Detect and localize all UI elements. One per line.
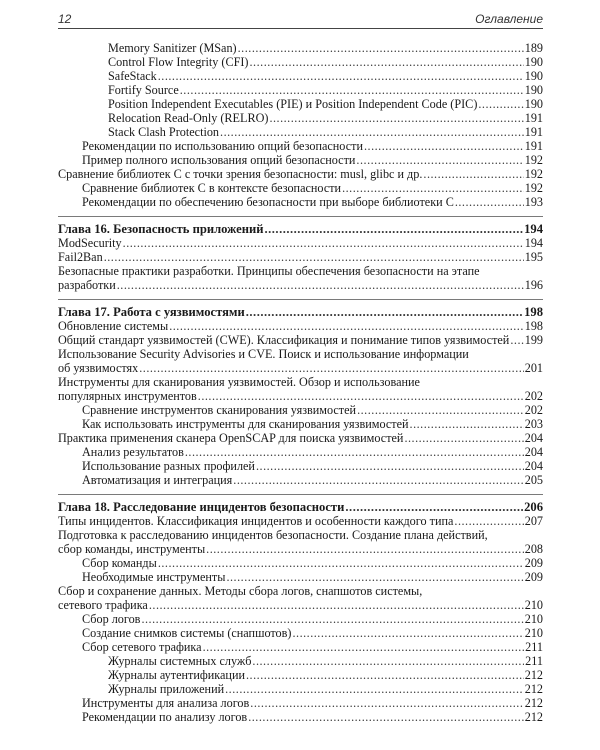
toc-entry-title: Глава 16. Безопасность приложений: [58, 222, 264, 236]
toc-entry-title: Fail2Ban: [58, 250, 103, 264]
dot-leader: [233, 473, 523, 487]
toc-page-number: 203: [524, 417, 543, 431]
toc-entry-title: Сравнение инструментов сканирования уязвимостей: [82, 403, 357, 417]
toc-page-number: 198: [524, 305, 543, 319]
toc-page-number: 194: [524, 236, 543, 250]
toc-entry-title: Stack Clash Protection: [108, 125, 220, 139]
toc-entry[interactable]: [58, 167, 543, 181]
toc-page-number: 204: [524, 431, 543, 445]
dot-leader: [454, 514, 523, 528]
dot-leader: [246, 668, 524, 682]
toc-entry-title: Журналы системных служб: [108, 654, 252, 668]
toc-page-number: 193: [524, 195, 543, 209]
toc-page-number: 189: [524, 41, 543, 55]
dot-leader: [158, 69, 524, 83]
toc-page-number: 211: [525, 640, 543, 654]
dot-leader: [206, 542, 524, 556]
toc-entry[interactable]: [58, 682, 543, 696]
toc-page-number: 191: [524, 125, 543, 139]
toc-entry-title: Глава 17. Работа с уязвимостями: [58, 305, 245, 319]
toc-entry-title: Сравнение библиотек C с точки зрения безопасности: musl, glibc и др.: [58, 167, 423, 181]
dot-leader: [342, 181, 524, 195]
dot-leader: [423, 167, 523, 181]
toc-page-number: 212: [524, 682, 543, 696]
toc-entry[interactable]: [58, 333, 543, 347]
toc-entry[interactable]: [58, 514, 543, 528]
toc-page-number: 212: [524, 696, 543, 710]
toc-entry[interactable]: [58, 153, 543, 167]
dot-leader: [250, 696, 523, 710]
toc-chapter-entry[interactable]: [58, 222, 543, 236]
toc-entry-title: Control Flow Integrity (CFI): [108, 55, 249, 69]
toc-page-number: 190: [524, 69, 543, 83]
toc-entry-title: Анализ результатов: [82, 445, 184, 459]
dot-leader: [478, 97, 523, 111]
toc-entry[interactable]: [58, 570, 543, 584]
dot-leader: [139, 361, 524, 375]
toc-page-number: 210: [524, 626, 543, 640]
toc-page-number: 210: [524, 612, 543, 626]
dot-leader: [356, 153, 523, 167]
toc-chapter-entry[interactable]: [58, 500, 543, 514]
dot-leader: [510, 333, 523, 347]
dot-leader: [264, 222, 523, 236]
toc-entry-title: Position Independent Executables (PIE) и Position Independent Code (PIC): [108, 97, 478, 111]
toc-entry-title: Сравнение библиотек C в контексте безопасности: [82, 181, 342, 195]
toc-page-number: 191: [524, 139, 543, 153]
toc-entry-title: Необходимые инструменты: [82, 570, 226, 584]
toc-entry-title: Relocation Read-Only (RELRO): [108, 111, 269, 125]
dot-leader: [410, 417, 524, 431]
toc-page-number: 204: [524, 445, 543, 459]
chapter-separator: [58, 216, 543, 217]
toc-entry[interactable]: [58, 181, 543, 195]
toc-entry-title: сбор команды, инструменты: [58, 542, 206, 556]
toc-chapter-entry[interactable]: [58, 305, 543, 319]
toc-entry[interactable]: [58, 668, 543, 682]
dot-leader: [226, 570, 523, 584]
toc-page-number: 208: [524, 542, 543, 556]
toc-entry[interactable]: [58, 696, 543, 710]
toc-entry-title: Рекомендации по анализу логов: [82, 710, 248, 724]
toc-page-number: 211: [525, 654, 543, 668]
toc-page-number: 209: [524, 570, 543, 584]
toc-entry[interactable]: [58, 640, 543, 654]
toc-page-number: 192: [524, 153, 543, 167]
dot-leader: [238, 41, 524, 55]
toc-page-number: 212: [524, 668, 543, 682]
toc-entry-title-line: Инструменты для сканирования уязвимостей. Обзор и использование: [58, 375, 420, 389]
toc-entry-title: разработки: [58, 278, 116, 292]
dot-leader: [141, 612, 523, 626]
toc-page-number: 207: [524, 514, 543, 528]
toc-entry[interactable]: [58, 41, 543, 55]
dot-leader: [185, 445, 524, 459]
toc-entry-title: Сбор логов: [82, 612, 141, 626]
dot-leader: [256, 459, 524, 473]
toc-entry[interactable]: [58, 139, 543, 153]
toc-page-number: 198: [524, 319, 543, 333]
toc-entry-title: SafeStack: [108, 69, 157, 83]
toc-page-number: 196: [524, 278, 543, 292]
toc-entry-title: Сбор сетевого трафика: [82, 640, 202, 654]
toc-entry-title: Рекомендации по использованию опций безопасности: [82, 139, 363, 153]
dot-leader: [292, 626, 523, 640]
toc-page-number: 190: [524, 83, 543, 97]
toc-entry[interactable]: [58, 195, 543, 209]
dot-leader: [169, 319, 524, 333]
dot-leader: [404, 431, 523, 445]
toc-entry-title: Общий стандарт уязвимостей (CWE). Классификация и понимание типов уязвимостей: [58, 333, 510, 347]
dot-leader: [345, 500, 523, 514]
toc-entry[interactable]: [58, 528, 543, 556]
toc-page-number: 202: [524, 403, 543, 417]
chapter-separator: [58, 299, 543, 300]
toc-entry[interactable]: [58, 417, 543, 431]
toc-entry[interactable]: [58, 319, 543, 333]
dot-leader: [104, 250, 524, 264]
dot-leader: [252, 654, 524, 668]
toc-entry[interactable]: [58, 97, 543, 111]
toc-entry[interactable]: [58, 111, 543, 125]
header-rule: [58, 28, 543, 29]
toc-entry-title: об уязвимостях: [58, 361, 139, 375]
toc-entry[interactable]: [58, 556, 543, 570]
toc-page-number: 194: [524, 222, 543, 236]
toc-entry[interactable]: [58, 250, 543, 264]
dot-leader: [117, 278, 524, 292]
toc-entry-title: Журналы аутентификации: [108, 668, 245, 682]
toc-entry-title: сетевого трафика: [58, 598, 148, 612]
toc-entry-title-line: Сбор и сохранение данных. Методы сбора логов, снапшотов системы,: [58, 584, 423, 598]
toc-entry[interactable]: [58, 236, 543, 250]
toc-page-number: 199: [524, 333, 543, 347]
toc-entry-title: Инструменты для анализа логов: [82, 696, 250, 710]
dot-leader: [158, 556, 524, 570]
toc-entry-title-line: Безопасные практики разработки. Принципы обеспечения безопасности на этапе: [58, 264, 480, 278]
toc-entry[interactable]: [58, 69, 543, 83]
toc-entry[interactable]: [58, 125, 543, 139]
toc-entry[interactable]: [58, 83, 543, 97]
dot-leader: [455, 195, 524, 209]
toc-entry-title: Использование разных профилей: [82, 459, 255, 473]
toc-page-number: 195: [524, 250, 543, 264]
toc-page-number: 201: [524, 361, 543, 375]
toc-entry-title-line: Подготовка к расследованию инцидентов безопасности. Создание плана действий,: [58, 528, 488, 542]
toc-entry-title-line: Использование Security Advisories и CVE. Поиск и использование информации: [58, 347, 469, 361]
chapter-separator: [58, 494, 543, 495]
toc-entry[interactable]: [58, 347, 543, 375]
toc-entry[interactable]: [58, 375, 543, 403]
toc-page-number: 204: [524, 459, 543, 473]
toc-entry-title: Сбор команды: [82, 556, 157, 570]
dot-leader: [225, 682, 524, 696]
dot-leader: [220, 125, 524, 139]
toc-page-number: 190: [524, 55, 543, 69]
toc-page-number: 192: [524, 181, 543, 195]
toc-entry-title: Типы инцидентов. Классификация инцидентов и особенности каждого типа: [58, 514, 454, 528]
toc-page-number: 212: [524, 710, 543, 724]
toc-page-number: 190: [524, 97, 543, 111]
toc-page-number: 191: [524, 111, 543, 125]
running-header: [58, 10, 543, 28]
toc-entry-title: Создание снимков системы (снапшотов): [82, 626, 292, 640]
toc-entry-title: Рекомендации по обеспечению безопасности при выборе библиотеки C: [82, 195, 454, 209]
dot-leader: [364, 139, 524, 153]
toc-entry-title: популярных инструментов: [58, 389, 197, 403]
toc-entry-title: Глава 18. Расследование инцидентов безопасности: [58, 500, 345, 514]
toc-entry[interactable]: [58, 710, 543, 724]
toc-page-number: 202: [524, 389, 543, 403]
toc-entry[interactable]: [58, 626, 543, 640]
dot-leader: [123, 236, 524, 250]
toc-entry[interactable]: [58, 431, 543, 445]
toc-entry[interactable]: [58, 459, 543, 473]
toc-entry[interactable]: [58, 584, 543, 612]
toc-entry-title: Практика применения сканера OpenSCAP для поиска уязвимостей: [58, 431, 404, 445]
dot-leader: [246, 305, 523, 319]
toc-entry[interactable]: [58, 403, 543, 417]
dot-leader: [180, 83, 524, 97]
toc-entry[interactable]: [58, 445, 543, 459]
toc-entry-title: Автоматизация и интеграция: [82, 473, 233, 487]
dot-leader: [198, 389, 524, 403]
toc-entry-title: Обновление системы: [58, 319, 169, 333]
toc-entry-title: ModSecurity: [58, 236, 122, 250]
toc-page-number: 209: [524, 556, 543, 570]
toc-entry-title: Memory Sanitizer (MSan): [108, 41, 237, 55]
dot-leader: [357, 403, 524, 417]
toc-page-number: 192: [524, 167, 543, 181]
toc-entry[interactable]: [58, 264, 543, 292]
toc-entry-title: Fortify Source: [108, 83, 179, 97]
toc-entry-title: Журналы приложений: [108, 682, 225, 696]
toc-entry-title: Пример полного использования опций безопасности: [82, 153, 356, 167]
toc-entry-title: Как использовать инструменты для сканирования уязвимостей: [82, 417, 409, 431]
toc-page-number: 205: [524, 473, 543, 487]
dot-leader: [248, 710, 524, 724]
section-title: Оглавление: [475, 12, 543, 26]
toc-entry[interactable]: [58, 612, 543, 626]
dot-leader: [203, 640, 525, 654]
table-of-contents: [58, 41, 543, 724]
dot-leader: [149, 598, 524, 612]
toc-entry[interactable]: [58, 473, 543, 487]
page-number: 12: [58, 12, 72, 26]
toc-entry[interactable]: [58, 55, 543, 69]
toc-entry[interactable]: [58, 654, 543, 668]
dot-leader: [250, 55, 524, 69]
toc-page-number: 210: [524, 598, 543, 612]
toc-page-number: 206: [524, 500, 543, 514]
dot-leader: [269, 111, 523, 125]
